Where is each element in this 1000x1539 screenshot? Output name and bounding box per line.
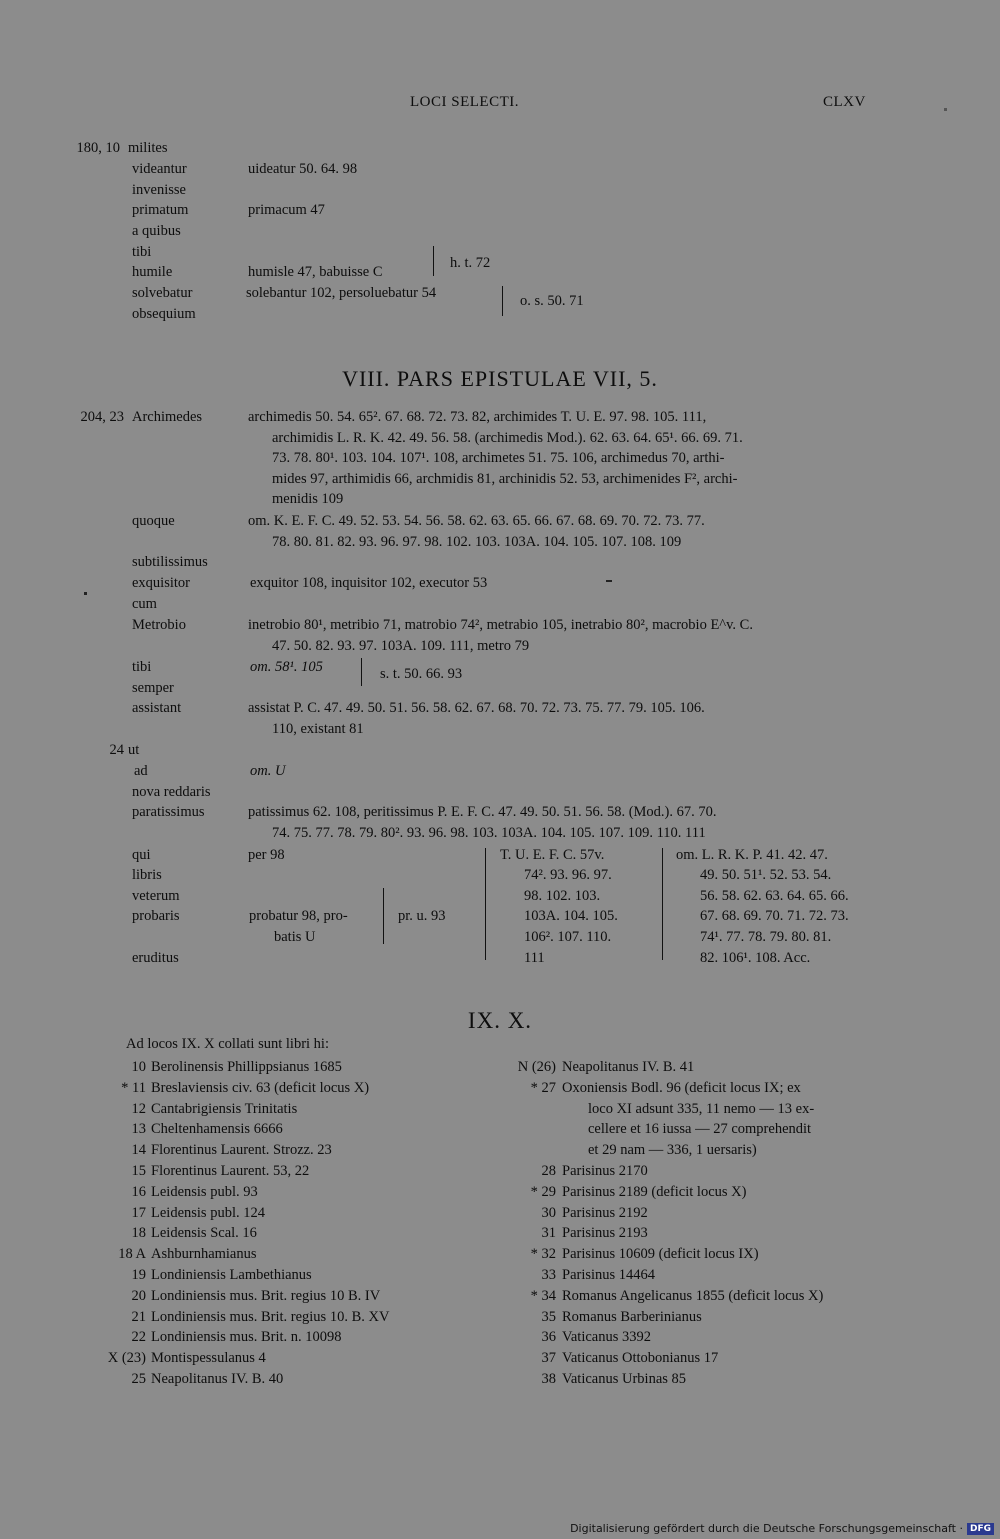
manuscript-number: 25 [131,1371,146,1387]
manuscript-name: Romanus Barberinianus [562,1308,702,1325]
variant: primacum 47 [248,202,325,218]
manuscript-number: 15 [131,1163,146,1179]
variant-continued: 47. 50. 82. 93. 97. 103A. 109. 111, metro 79 [272,638,530,654]
manuscript-name: Berolinensis Phillippsianus 1685 [151,1059,342,1075]
variant-continued: mides 97, arthimidis 66, archmidis 81, archinidis 52. 53, archimenides F², archi- [272,471,738,487]
brace [662,848,663,960]
lemma: probaris [132,908,180,924]
manuscript-name: Leidensis publ. 124 [151,1204,265,1221]
lemma: Metrobio [132,617,186,633]
variant: humisle 47, babuisse C [248,264,383,280]
manuscript-number: 33 [541,1267,556,1283]
line-reference: 204, 23 [80,409,124,425]
column-variant: 111 [524,950,545,966]
brace [433,246,434,276]
lemma: cum [132,596,157,612]
variant: om. 58¹. 105 [250,659,323,675]
variant-continued: batis U [274,929,316,945]
variant: per 98 [248,847,285,863]
marginal-dot [84,592,87,595]
page-number: CLXV [823,94,866,110]
manuscript-name: Londiniensis mus. Brit. regius 10. B. XV [151,1308,390,1325]
manuscript-name: Oxoniensis Bodl. 96 (deficit locus IX; ex [562,1079,801,1096]
manuscript-name: Londiniensis mus. Brit. n. 10098 [151,1329,342,1346]
manuscript-name: Ashburnhamianus [151,1246,257,1263]
lemma: ad [134,763,148,779]
lemma: invenisse [132,182,186,198]
lemma: obsequium [132,306,196,322]
footer-credit [570,1522,994,1535]
manuscript-name: Vaticanus Urbinas 85 [562,1371,687,1387]
manuscript-number: 36 [541,1329,556,1346]
manuscript-name: Neapolitanus IV. B. 40 [151,1371,284,1387]
manuscript-number: 20 [131,1287,146,1304]
column-variant: om. L. R. K. P. 41. 42. 47. [676,847,828,863]
lemma: solvebatur [132,285,193,301]
lemma: tibi [132,244,152,260]
manuscript-number: * 11 [121,1079,146,1096]
manuscript-number: 38 [541,1371,556,1387]
lemma: ut [128,742,140,758]
manuscript-name: Neapolitanus IV. B. 41 [562,1059,695,1075]
manuscript-name: Leidensis publ. 93 [151,1183,258,1200]
manuscript-number: 17 [131,1204,146,1221]
lemma: exquisitor [132,575,190,591]
manuscript-number: N (26) [517,1059,556,1075]
variant: inetrobio 80¹, metribio 71, matrobio 74², metrabio 105, inetrabio 80², macrobio E^v. C. [248,617,753,633]
lemma: libris [132,867,162,883]
manuscript-name: loco XI adsunt 335, 11 nemo — 13 ex- [588,1100,815,1117]
group-variant: h. t. 72 [450,255,491,271]
manuscript-name: Florentinus Laurent. 53, 22 [151,1163,310,1179]
brace [383,888,384,944]
manuscript-number: 19 [131,1267,146,1283]
lemma: assistant [132,700,182,716]
manuscript-number: 37 [541,1350,556,1367]
manuscript-name: Londiniensis mus. Brit. regius 10 B. IV [151,1287,381,1304]
manuscript-name: cellere et 16 iussa — 27 comprehendit [588,1121,812,1138]
line-reference: 24 [109,742,124,758]
manuscript-name: Leidensis Scal. 16 [151,1225,257,1242]
manuscript-number: 21 [131,1308,146,1325]
column-variant: 67. 68. 69. 70. 71. 72. 73. [700,908,849,924]
lemma: subtilissimus [132,554,208,570]
group-variant: o. s. 50. 71 [520,293,584,309]
lemma: quoque [132,513,175,529]
brace [485,848,486,960]
variant-continued: archimidis L. R. K. 42. 49. 56. 58. (archimedis Mod.). 62. 63. 64. 65¹. 66. 69. 71. [272,430,743,446]
lemma: veterum [132,888,180,904]
manuscript-name: et 29 nam — 336, 1 uersaris) [588,1142,757,1159]
manuscript-name: Romanus Angelicanus 1855 (deficit locus X) [562,1287,824,1304]
variant-continued: menidis 109 [272,491,344,507]
brace [361,658,362,686]
manuscript-name: Montispessulanus 4 [151,1350,266,1367]
lemma: semper [132,680,174,696]
manuscript-name: Cheltenhamensis 6666 [151,1121,283,1138]
lemma: humile [132,264,173,280]
manuscript-number: 12 [131,1100,146,1117]
manuscript-name: Parisinus 14464 [562,1267,656,1283]
lemma: qui [132,847,151,863]
manuscript-name: Parisinus 2170 [562,1163,648,1179]
manuscript-name: Cantabrigiensis Trinitatis [151,1100,298,1117]
manuscript-number: 18 A [118,1246,146,1263]
manuscript-number: 31 [541,1225,556,1242]
manuscript-name: Parisinus 2193 [562,1225,648,1242]
variant: om. U [250,763,286,779]
dfg-logo: DFG [967,1523,994,1535]
group-variant: pr. u. 93 [398,908,446,924]
marginal-dash [606,580,612,582]
manuscript-number: 16 [131,1183,146,1200]
manuscript-number: 30 [541,1204,556,1221]
variant: solebantur 102, persoluebatur 54 [246,285,437,301]
column-variant: 106². 107. 110. [524,929,612,945]
column-variant: 82. 106¹. 108. Acc. [700,950,811,966]
manuscript-number: X (23) [107,1350,146,1367]
lemma: milites [128,140,168,156]
column-variant: 74¹. 77. 78. 79. 80. 81. [700,929,832,945]
scan-speck [944,108,947,111]
footer-text: Digitalisierung gefördert durch die Deutsche Forschungsgemeinschaft · [570,1522,963,1535]
section-title: VIII. PARS EPISTULAE VII, 5. [342,366,658,391]
column-variant: T. U. E. F. C. 57v. [500,847,605,863]
variant: probatur 98, pro- [249,908,348,924]
lemma: a quibus [132,223,181,239]
manuscript-number: * 32 [530,1246,556,1263]
lemma: paratissimus [132,804,205,820]
group-variant: s. t. 50. 66. 93 [380,666,463,682]
manuscript-number: 35 [541,1308,556,1325]
manuscript-number: 18 [131,1225,146,1242]
variant: exquitor 108, inquisitor 102, executor 53 [250,575,488,591]
manuscript-number: 10 [131,1059,146,1075]
manuscript-name: Parisinus 2189 (deficit locus X) [562,1183,747,1200]
column-variant: 49. 50. 51¹. 52. 53. 54. [700,867,832,883]
manuscript-name: Parisinus 2192 [562,1204,648,1221]
line-reference: 180, 10 [76,140,120,156]
manuscript-name: Parisinus 10609 (deficit locus IX) [562,1246,759,1263]
column-variant: 74². 93. 96. 97. [524,867,612,883]
variant: uideatur 50. 64. 98 [248,161,358,177]
manuscript-number: 13 [131,1121,146,1138]
manuscript-number: 28 [541,1163,556,1179]
manuscript-name: Breslaviensis civ. 63 (deficit locus X) [151,1079,370,1096]
manuscript-number: * 34 [530,1287,556,1304]
manuscript-number: * 27 [530,1079,556,1096]
variant-continued: 74. 75. 77. 78. 79. 80². 93. 96. 98. 103. 103A. 104. 105. 107. 109. 110. 111 [272,825,706,841]
manuscript-name: Vaticanus Ottobonianus 17 [562,1350,719,1367]
variant-continued: 78. 80. 81. 82. 93. 96. 97. 98. 102. 103. 103A. 104. 105. 107. 108. 109 [272,534,682,550]
variant: patissimus 62. 108, peritissimus P. E. F. C. 47. 49. 50. 51. 56. 58. (Mod.). 67. 70. [248,804,717,820]
lemma: primatum [132,202,189,218]
column-variant: 98. 102. 103. [524,888,601,904]
manuscript-name: Vaticanus 3392 [562,1329,651,1346]
section-intro: Ad locos IX. X collati sunt libri hi: [126,1036,329,1052]
variant-continued: 73. 78. 80¹. 103. 104. 107¹. 108, archimetes 51. 75. 106, archimedus 70, arthi- [272,450,725,466]
brace [502,286,503,316]
column-variant: 103A. 104. 105. [524,908,618,924]
variant: archimedis 50. 54. 65². 67. 68. 72. 73. 82, archimides T. U. E. 97. 98. 105. 111, [248,409,707,425]
manuscript-name: Londiniensis Lambethianus [151,1267,312,1283]
column-variant: 56. 58. 62. 63. 64. 65. 66. [700,888,849,904]
lemma: eruditus [132,950,179,966]
variant: om. K. E. F. C. 49. 52. 53. 54. 56. 58. 62. 63. 65. 66. 67. 68. 69. 70. 72. 73. 77. [248,513,705,529]
lemma: nova reddaris [132,784,211,800]
manuscript-name: Florentinus Laurent. Strozz. 23 [151,1142,332,1159]
variant: assistat P. C. 47. 49. 50. 51. 56. 58. 62. 67. 68. 70. 72. 73. 75. 77. 79. 105. 106. [248,700,705,716]
lemma: tibi [132,659,152,675]
lemma: videantur [132,161,187,177]
manuscript-number: * 29 [530,1183,556,1200]
lemma: Archimedes [132,409,203,425]
manuscript-number: 22 [131,1329,146,1346]
manuscript-number: 14 [131,1142,146,1159]
header-title: LOCI SELECTI. [410,94,519,110]
section-title: IX. X. [467,1008,533,1033]
variant-continued: 110, existant 81 [272,721,364,737]
